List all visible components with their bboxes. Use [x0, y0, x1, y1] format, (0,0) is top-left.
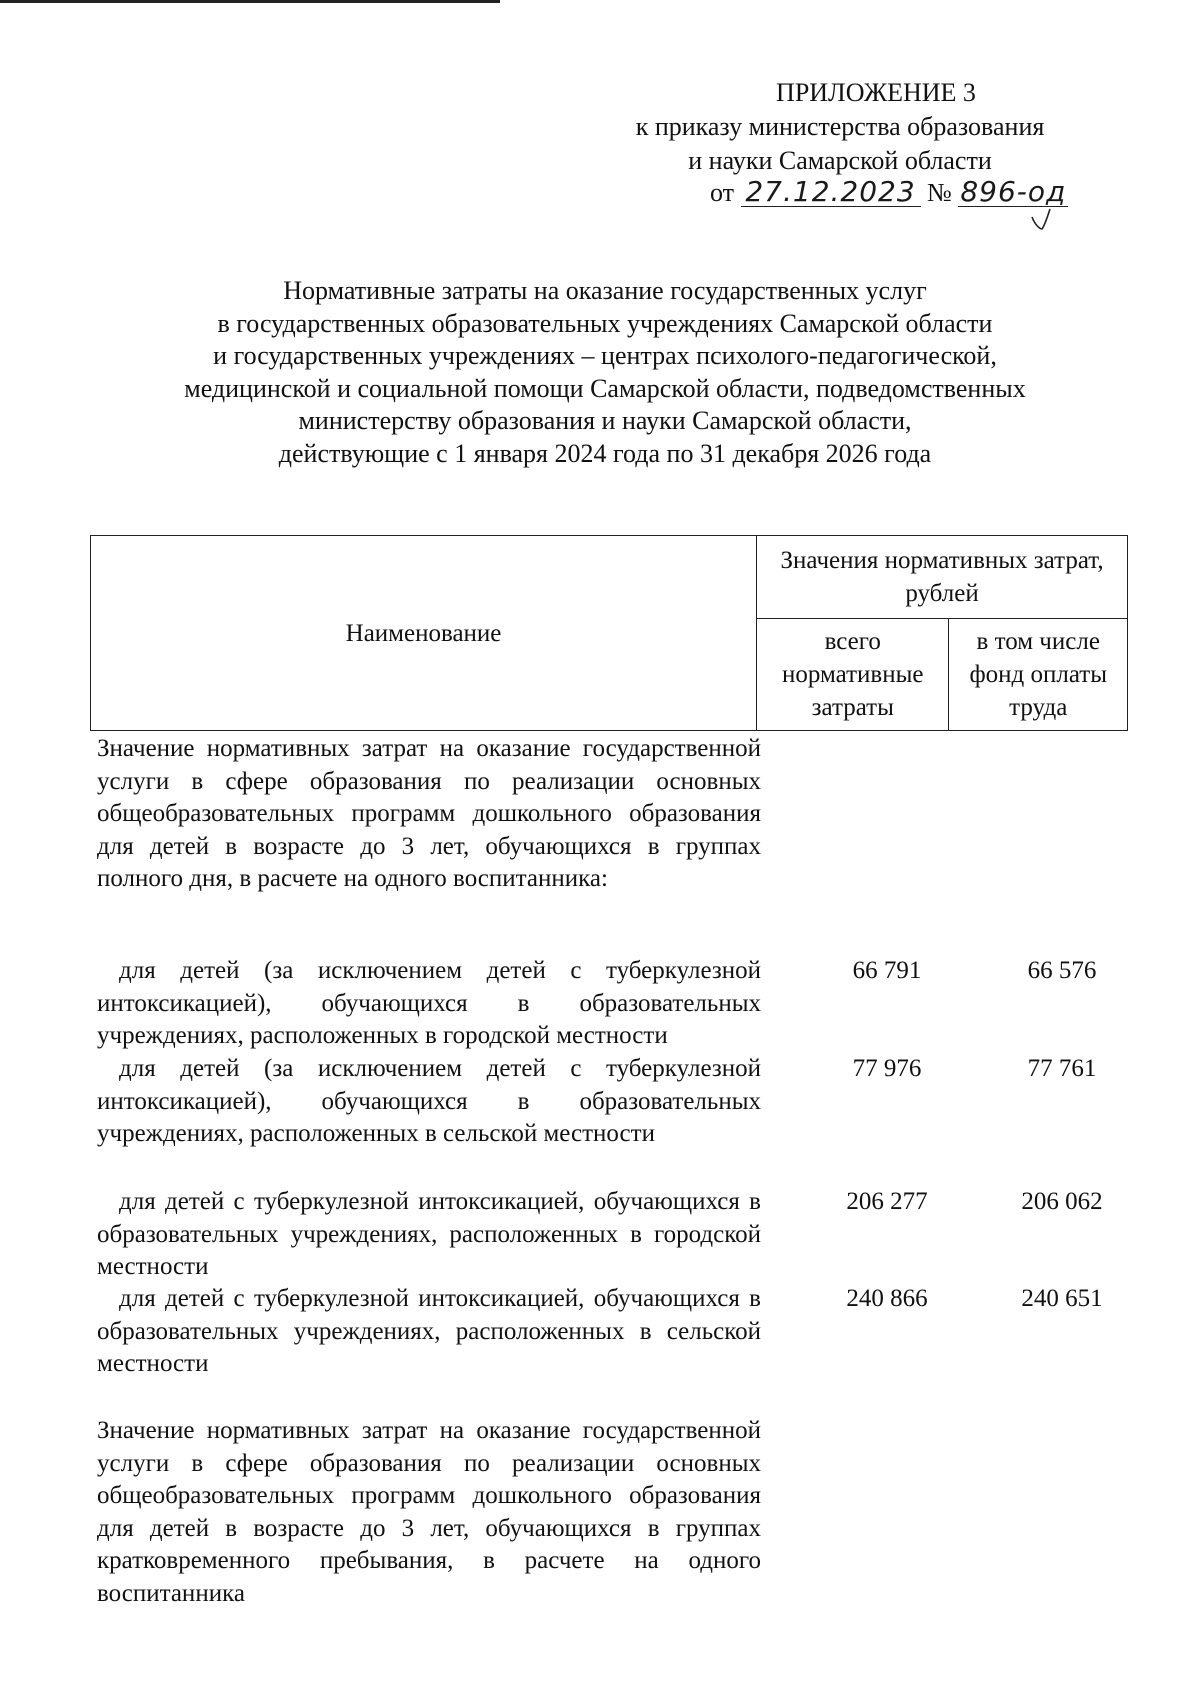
row-text: для детей (за исключением детей с туберкулезной интоксикацией), обучающихся в образовательных учреждениях, расположенных в сельской местности	[97, 1055, 761, 1147]
value-total: 66 791	[852, 957, 922, 984]
header-total: всего нормативные затраты	[757, 619, 949, 731]
title-line: в государственных образовательных учреждениях Самарской области	[217, 308, 993, 338]
row-text: для детей с туберкулезной интоксикацией, обучающихся в образовательных учреждениях, расположенных в сельской местности	[97, 1285, 761, 1377]
value-total: 240 866	[846, 1285, 928, 1312]
value-wage: 240 651	[1021, 1285, 1103, 1312]
title-line: министерству образования и науки Самарской области,	[298, 406, 912, 435]
title-line: и государственных учреждениях – центрах психолого-педагогической,	[213, 341, 997, 370]
header-name: Наименование	[91, 536, 757, 731]
value-total: 206 277	[846, 1188, 928, 1215]
value-total: 77 976	[852, 1055, 922, 1082]
value-wage: 77 761	[1027, 1055, 1097, 1082]
value-wage: 206 062	[1021, 1188, 1103, 1215]
appendix-order-line: к приказу министерства образования	[635, 112, 1045, 141]
row-text: для детей с туберкулезной интоксикацией, обучающихся в образовательных учреждениях, расположенных в городской местности	[97, 1188, 761, 1280]
number-prefix: №	[927, 178, 952, 207]
document-title	[90, 275, 1120, 470]
table-row	[97, 733, 1127, 896]
handwritten-date: 27.12.2023	[741, 178, 921, 207]
scan-top-edge-line	[0, 0, 500, 3]
row-text: для детей (за исключением детей с туберкулезной интоксикацией), обучающихся в образовательных учреждениях, расположенных в городской местности	[97, 957, 761, 1049]
appendix-heading: ПРИЛОЖЕНИЕ 3	[776, 78, 976, 107]
table-row	[97, 1053, 1127, 1151]
table-row	[97, 955, 1127, 1053]
table-row	[97, 1186, 1127, 1284]
appendix-ministry-line: и науки Самарской области	[688, 146, 992, 175]
appendix-block	[560, 76, 1120, 178]
norms-table-header	[90, 535, 1128, 731]
title-line: действующие с 1 января 2024 года по 31 декабря 2026 года	[278, 438, 932, 468]
row-text: Значение нормативных затрат на оказание государственной услуги в сфере образования по реализации основных общеобразовательных программ дошкольного образования для детей в возрасте до 3 лет, обучающихся в группах кратковременного пребывания, в расчете на одного воспитанника	[97, 1417, 761, 1607]
table-row	[97, 1283, 1127, 1381]
row-text: Значение нормативных затрат на оказание государственной услуги в сфере образования по реализации основных общеобразовательных программ дошкольного образования для детей в возрасте до 3 лет, обучающихся в группах полного дня, в расчете на одного воспитанника:	[97, 735, 761, 892]
table-row	[97, 1415, 1127, 1610]
title-line: Нормативные затраты на оказание государственных услуг	[283, 276, 927, 305]
handwritten-tick-mark	[1030, 207, 1052, 233]
handwritten-number: 896-од	[960, 175, 1067, 208]
value-wage: 66 576	[1027, 957, 1097, 984]
date-prefix: от	[710, 178, 735, 207]
order-date-number	[710, 176, 1068, 210]
title-line: медицинской и социальной помощи Самарской области, подведомственных	[184, 373, 1026, 403]
header-wage: в том числе фонд оплаты труда	[949, 619, 1128, 731]
header-values: Значения нормативных затрат, рублей	[757, 536, 1128, 619]
